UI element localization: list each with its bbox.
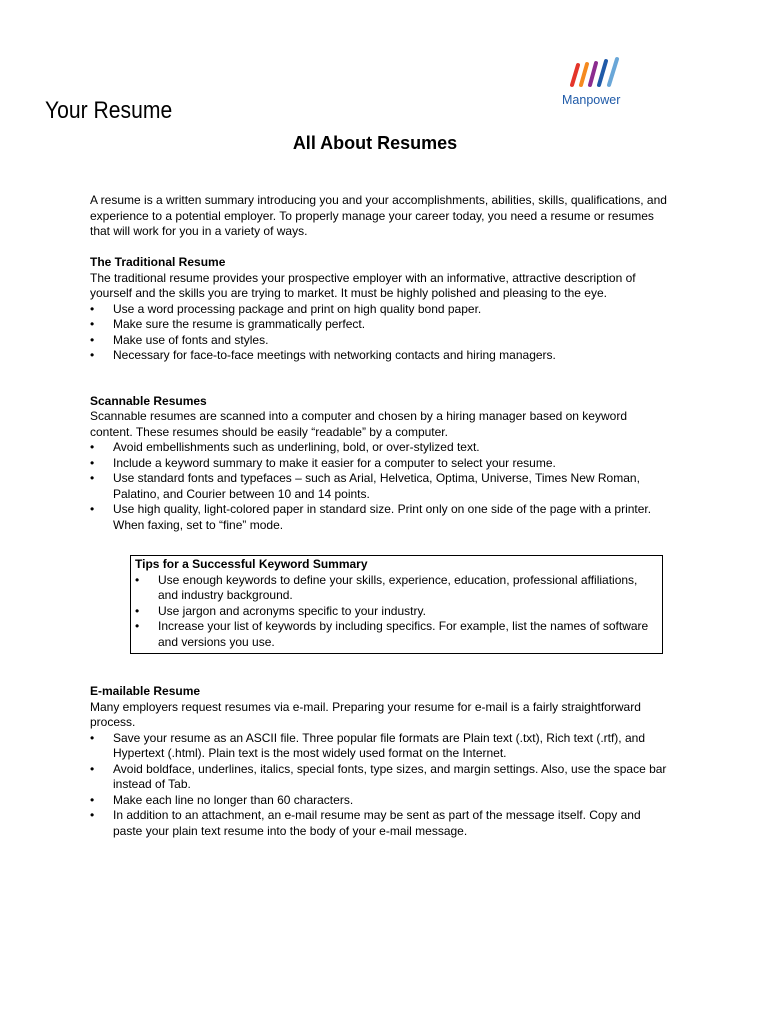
list-item: • Make each line no longer than 60 characters. xyxy=(90,793,670,809)
list-item: • Use high quality, light-colored paper in standard size. Print only on one side of the page with a printer. When faxing, set to “fine” mode. xyxy=(90,502,670,533)
manpower-logo-icon xyxy=(566,55,626,93)
list-item: • Make use of fonts and styles. xyxy=(90,333,670,349)
section-heading-scannable: Scannable Resumes xyxy=(90,393,207,408)
document-body xyxy=(90,193,670,839)
emailable-body: Many employers request resumes via e-mail. Preparing your resume for e-mail is a fairly straightforward process. xyxy=(90,699,641,729)
header-title: Your Resume xyxy=(45,97,173,124)
list-item: • Use a word processing package and print on high quality bond paper. xyxy=(90,302,670,318)
list-item: • Use standard fonts and typefaces – such as Arial, Helvetica, Optima, Universe, Times New Roman, Palatino, and Courier between 10 and 14 points. xyxy=(90,471,670,502)
list-item: • Necessary for face-to-face meetings with networking contacts and hiring managers. xyxy=(90,348,670,364)
document-title: All About Resumes xyxy=(292,133,458,153)
traditional-resume-section xyxy=(90,255,670,364)
tips-bullet-list xyxy=(135,573,658,651)
list-item: • Make sure the resume is grammatically perfect. xyxy=(90,317,670,333)
list-item: • Save your resume as an ASCII file. Three popular file formats are Plain text (.txt), Rich text (.rtf), and Hypertext (.html). Plain text is the most widely used format on the Internet. xyxy=(90,731,670,762)
section-heading-emailable: E-mailable Resume xyxy=(90,684,201,698)
scannable-body: Scannable resumes are scanned into a computer and chosen by a hiring manager based on keyword content. These resumes should be easily “readable” by a computer. xyxy=(90,409,627,439)
list-item: • Avoid embellishments such as underlining, bold, or over-stylized text. xyxy=(90,440,670,456)
tips-heading: Tips for a Successful Keyword Summary xyxy=(135,557,368,571)
emailable-bullet-list xyxy=(90,731,670,840)
scannable-bullet-list xyxy=(90,440,670,533)
intro-paragraph: A resume is a written summary introducing you and your accomplishments, abilities, skills, qualifications, and experience to a potential employer. To properly manage your career today, you need a resume or resumes that will work for you in a variety of ways. xyxy=(90,193,667,238)
list-item: • In addition to an attachment, an e-mail resume may be sent as part of the message itself. Copy and paste your plain text resume into the body of your e-mail message. xyxy=(90,808,670,839)
section-heading-traditional: The Traditional Resume xyxy=(90,255,226,269)
traditional-bullet-list xyxy=(90,302,670,364)
scannable-resume-section xyxy=(90,394,670,534)
list-item: • Use enough keywords to define your skills, experience, education, professional affiliations, and industry background. xyxy=(135,573,658,604)
emailable-resume-section xyxy=(90,684,670,839)
page-header xyxy=(0,0,768,130)
traditional-body: The traditional resume provides your prospective employer with an informative, attractive description of yourself and the skills you are trying to market. It must be highly polished and pleasing to the eye. xyxy=(90,270,636,300)
list-item: • Include a keyword summary to make it easier for a computer to select your resume. xyxy=(90,456,670,472)
keyword-tips-box xyxy=(130,555,663,654)
list-item: • Increase your list of keywords by including specifics. For example, list the names of software and versions you use. xyxy=(135,619,658,650)
list-item: • Use jargon and acronyms specific to your industry. xyxy=(135,604,658,620)
manpower-logo xyxy=(560,55,632,113)
logo-text: Manpower xyxy=(562,93,621,107)
list-item: • Avoid boldface, underlines, italics, special fonts, type sizes, and margin settings. Also, use the space bar instead of Tab. xyxy=(90,762,670,793)
